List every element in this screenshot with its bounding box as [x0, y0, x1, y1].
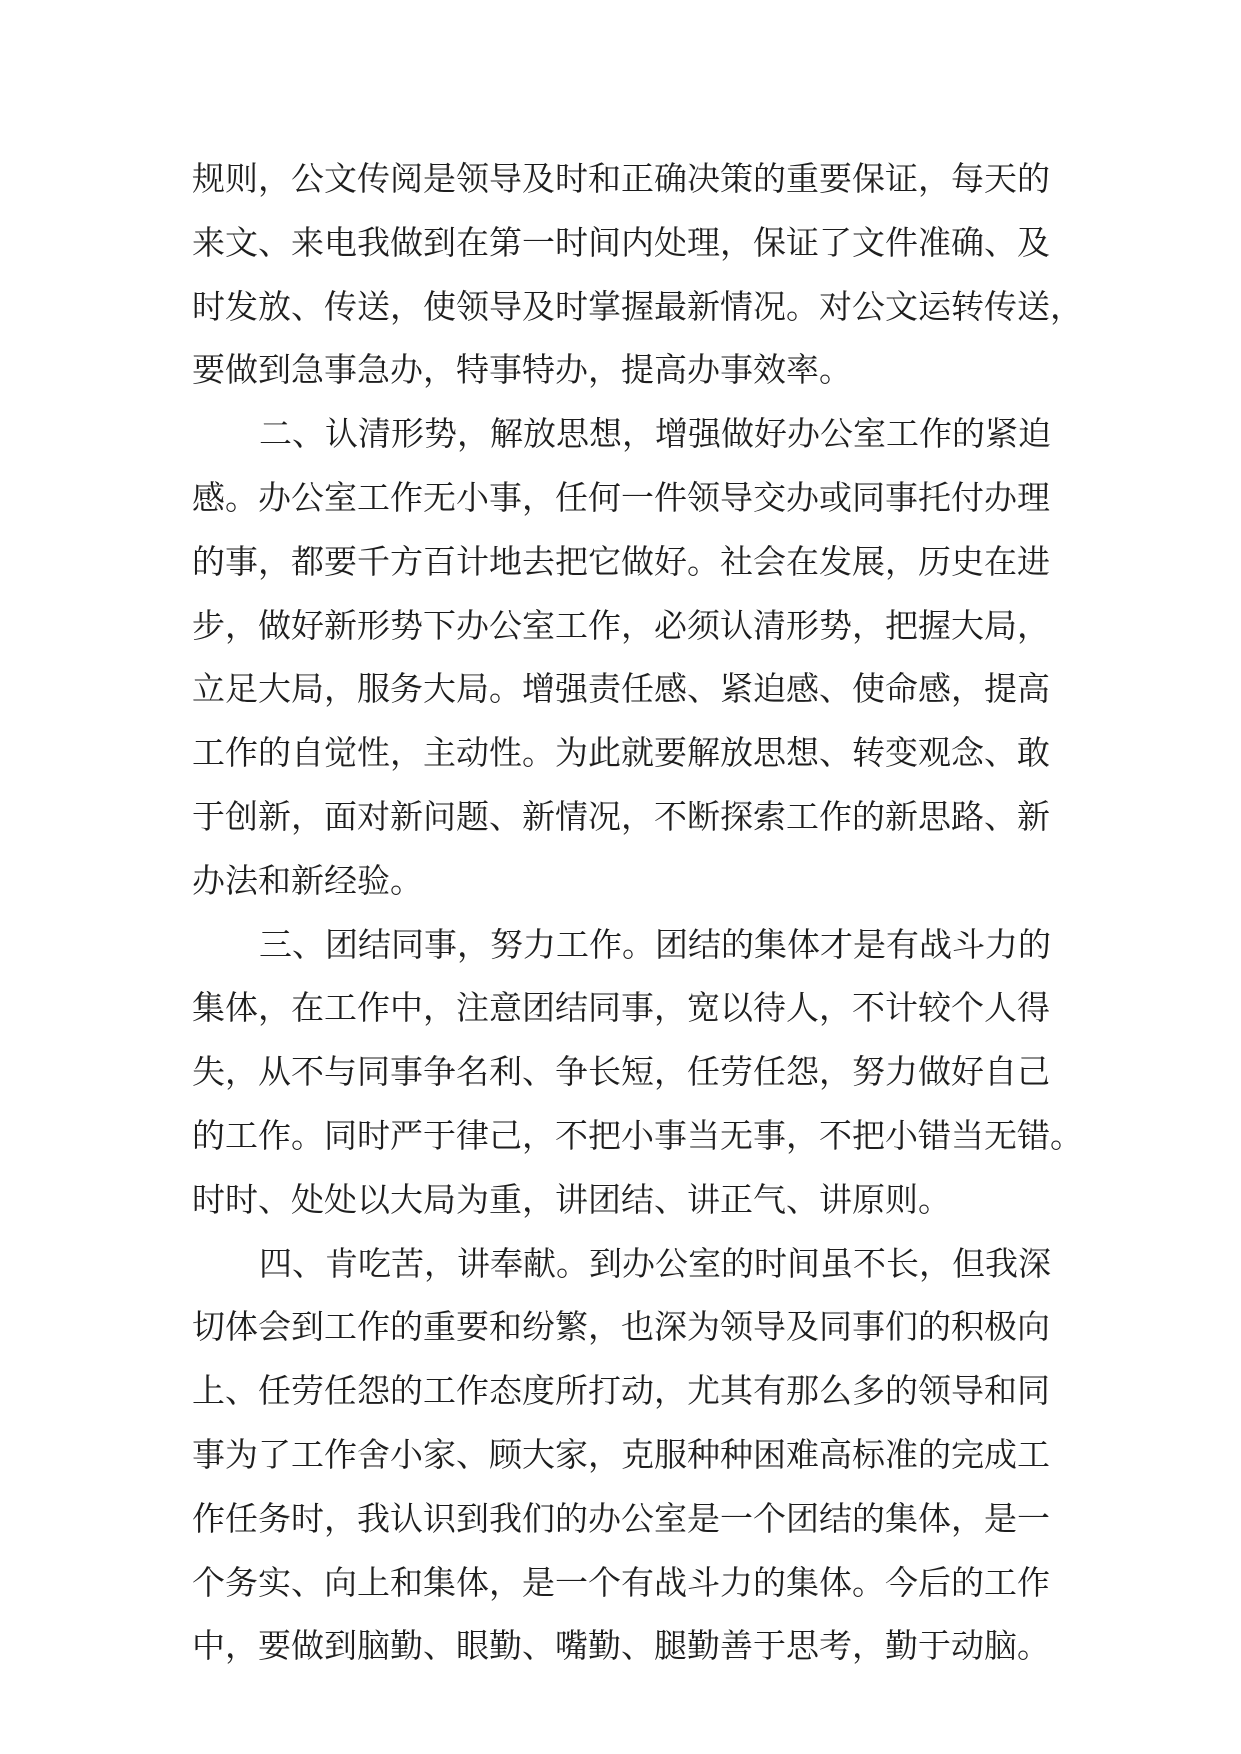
section-heading-line: 二、认清形势，解放思想，增强做好办公室工作的紧迫 — [259, 414, 1051, 454]
text-line: 的工作。同时严于律己，不把小事当无事，不把小错当无错。 — [192, 1115, 1083, 1155]
text-line: 来文、来电我做到在第一时间内处理，保证了文件准确、及 — [192, 222, 1050, 262]
text-line: 办法和新经验。 — [192, 860, 423, 900]
text-line: 要做到急事急办，特事特办，提高办事效率。 — [192, 350, 852, 390]
text-line: 中，要做到脑勤、眼勤、嘴勤、腿勤善于思考，勤于动脑。 — [192, 1626, 1050, 1666]
text-line: 集体，在工作中，注意团结同事，宽以待人，不计较个人得 — [192, 988, 1050, 1028]
section-heading-line: 三、团结同事，努力工作。团结的集体才是有战斗力的 — [259, 924, 1051, 964]
text-line: 感。办公室工作无小事，任何一件领导交办或同事托付办理 — [192, 477, 1050, 517]
text-line: 事为了工作舍小家、顾大家，克服种种困难高标准的完成工 — [192, 1434, 1050, 1474]
text-line: 的事，都要千方百计地去把它做好。社会在发展，历史在进 — [192, 541, 1050, 581]
body-text — [192, 159, 1083, 1691]
text-line: 立足大局，服务大局。增强责任感、紧迫感、使命感，提高 — [192, 669, 1050, 709]
text-line: 切体会到工作的重要和纷繁，也深为领导及同事们的积极向 — [192, 1307, 1050, 1347]
text-line: 时发放、传送，使领导及时掌握最新情况。对公文运转传送， — [192, 286, 1083, 326]
text-line: 个务实、向上和集体，是一个有战斗力的集体。今后的工作 — [192, 1562, 1050, 1602]
text-line: 规则，公文传阅是领导及时和正确决策的重要保证，每天的 — [192, 159, 1050, 198]
text-line: 作任务时，我认识到我们的办公室是一个团结的集体，是一 — [192, 1498, 1050, 1538]
text-line: 于创新，面对新问题、新情况，不断探索工作的新思路、新 — [192, 796, 1050, 836]
text-line: 上、任劳任怨的工作态度所打动，尤其有那么多的领导和同 — [192, 1371, 1050, 1411]
text-line: 时时、处处以大局为重，讲团结、讲正气、讲原则。 — [192, 1179, 951, 1219]
text-line: 工作的自觉性，主动性。为此就要解放思想、转变观念、敢 — [192, 733, 1050, 773]
text-line: 步，做好新形势下办公室工作，必须认清形势，把握大局， — [192, 605, 1050, 645]
text-line: 失，从不与同事争名利、争长短，任劳任怨，努力做好自己 — [192, 1052, 1050, 1092]
section-heading-line: 四、肯吃苦，讲奉献。到办公室的时间虽不长，但我深 — [259, 1243, 1051, 1283]
